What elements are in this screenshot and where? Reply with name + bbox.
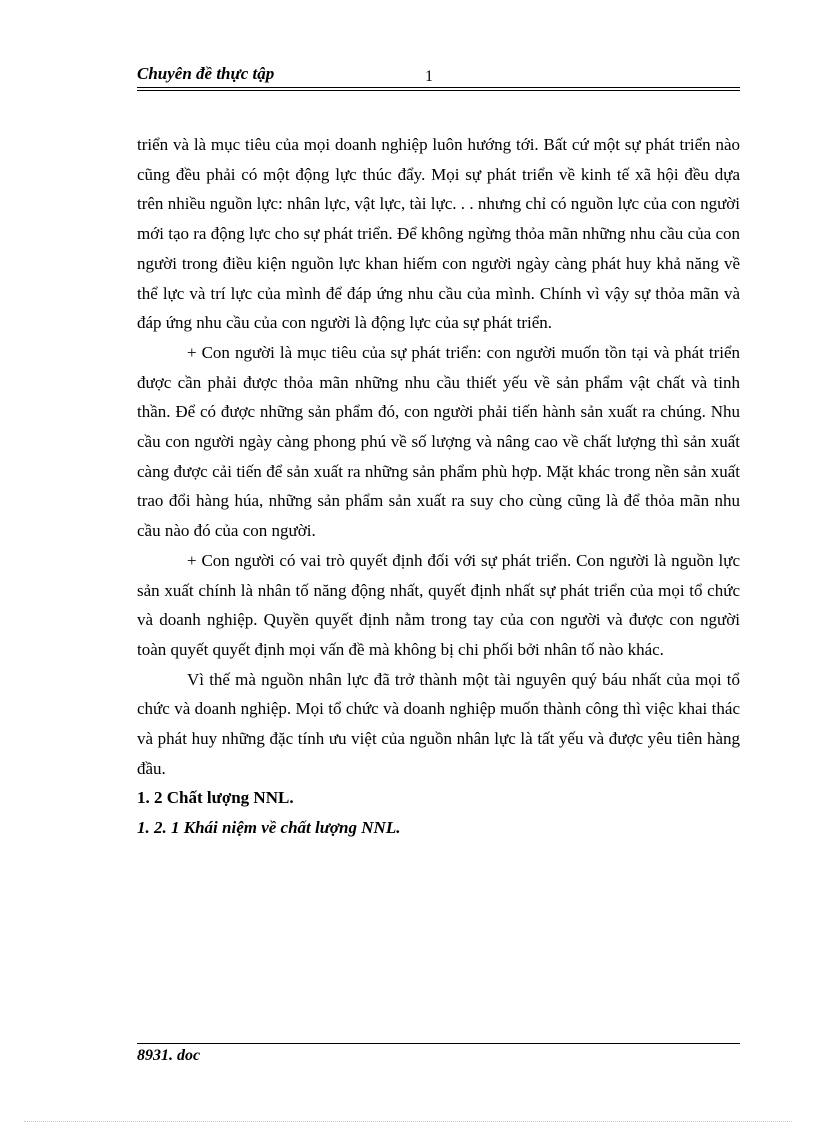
footer-filename: 8931. doc [137,1047,201,1064]
document-header-title: Chuyên đề thực tập [137,64,275,83]
subsection-heading: 1. 2. 1 Khái niệm về chất lượng NNL. [137,818,401,838]
page-bottom-border [24,1121,792,1122]
paragraph-human-decisive-role: + Con người có vai trò quyết định đối với sự phát triển. Con người là nguồn lực sản xuất chính là nhân tố năng động nhất, quyết định nhất sự phát triển của mọi tổ chức và doanh nghiệp. Quyền quyết định nằm trong tay của con người và được con người toàn quyết quyết định mọi vấn đề mà không bị chi phối bởi nhân tố nào khác. [137,550,740,659]
footer-rule [137,1043,740,1044]
paragraph-human-goal: + Con người là mục tiêu của sự phát triển: con người muốn tồn tại và phát triển được cần phải được thỏa mãn những nhu cầu thiết yếu về sản phẩm vật chất và tinh thần. Để có được những sản phẩm đó, con người phải tiến hành sản xuất ra chúng. Nhu cầu con người ngày càng phong phú về số lượng và nâng cao về chất lượng thì sản xuất càng được cải tiến để sản xuất ra những sản phẩm phù hợp. Mặt khác trong nền sản xuất trao đổi hàng húa, những sản phẩm sản xuất ra suy cho cùng cũng là để thỏa mãn nhu cầu nào đó của con người. [137,342,740,541]
page-number: 1 [425,68,433,85]
header-rule-thick [137,87,740,88]
paragraph-conclusion: Vì thế mà nguồn nhân lực đã trở thành một tài nguyên quý báu nhất của mọi tổ chức và doanh nghiệp. Mọi tổ chức và doanh nghiệp muốn thành công thì việc khai thác và phát huy những đặc tính ưu việt của nguồn nhân lực là tất yếu và được yêu tiên hàng đầu. [137,669,740,778]
document-body [137,130,740,843]
section-heading: 1. 2 Chất lượng NNL. [137,788,294,808]
header-rule-thin [137,90,740,91]
paragraph-continuation: triển và là mục tiêu của mọi doanh nghiệp luôn hướng tới. Bất cứ một sự phát triển nào cũng đều phải có một động lực thúc đẩy. Mọi sự phát triển về kinh tế xã hội đều dựa trên nhiều nguồn lực: nhân lực, vật lực, tài lực. . . nhưng chỉ có nguồn lực của con người mới tạo ra động lực cho sự phát triển. Để không ngừng thỏa mãn những nhu cầu của con người trong điều kiện nguồn lực khan hiếm con người ngày càng phát huy khả năng về thể lực và trí lực của mình để đáp ứng nhu cầu của mình. Chính vì vậy sự thỏa mãn và đáp ứng nhu cầu của con người là động lực của sự phát triển. [137,135,740,333]
